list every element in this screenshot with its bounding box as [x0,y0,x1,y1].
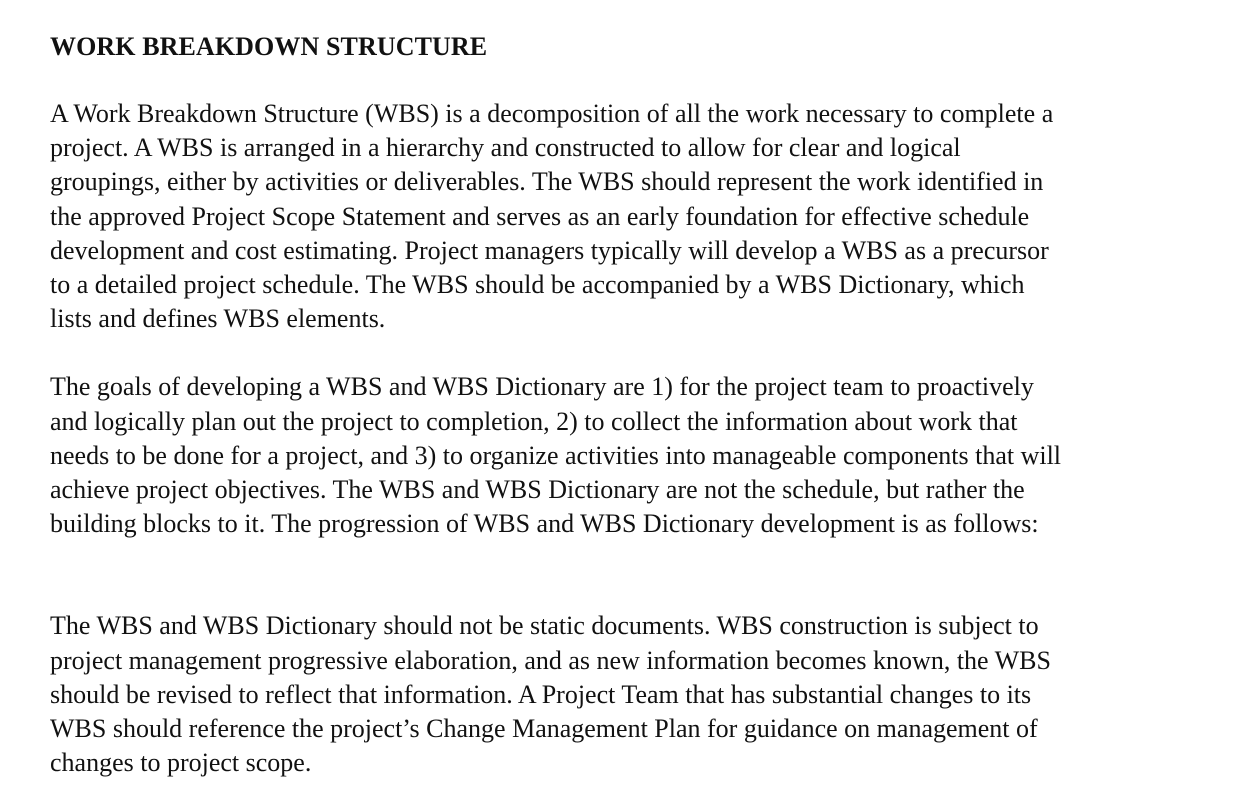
document-page [50,30,1230,780]
paragraph-wbs-definition: A Work Breakdown Structure (WBS) is a decomposition of all the work necessary to complete a project. A WBS is arranged in a hierarchy and constructed to allow for clear and logical groupings, either by activities or deliverables. The WBS should represent the work identified in the approved Project Scope Statement and serves as an early foundation for effective schedule development and cost estimating. Project managers typically will develop a WBS as a precursor to a detailed project schedule. The WBS should be accompanied by a WBS Dictionary, which lists and defines WBS elements. [50,99,1054,334]
paragraph-wbs-goals: The goals of developing a WBS and WBS Dictionary are 1) for the project team to proactively and logically plan out the project to completion, 2) to collect the information about work that needs to be done for a project, and 3) to organize activities into manageable components that will achieve project objectives. The WBS and WBS Dictionary are not the schedule, but rather the building blocks to it. The progression of WBS and WBS Dictionary development is as follows: [50,372,1062,539]
paragraph-wbs-maintenance: The WBS and WBS Dictionary should not be static documents. WBS construction is subject to project management progressive elaboration, and as new information becomes known, the WBS should be revised to reflect that information. A Project Team that has substantial changes to its WBS should reference the project’s Change Management Plan for guidance on management of changes to project scope. [50,611,1051,778]
document-title: WORK BREAKDOWN STRUCTURE [50,32,488,61]
